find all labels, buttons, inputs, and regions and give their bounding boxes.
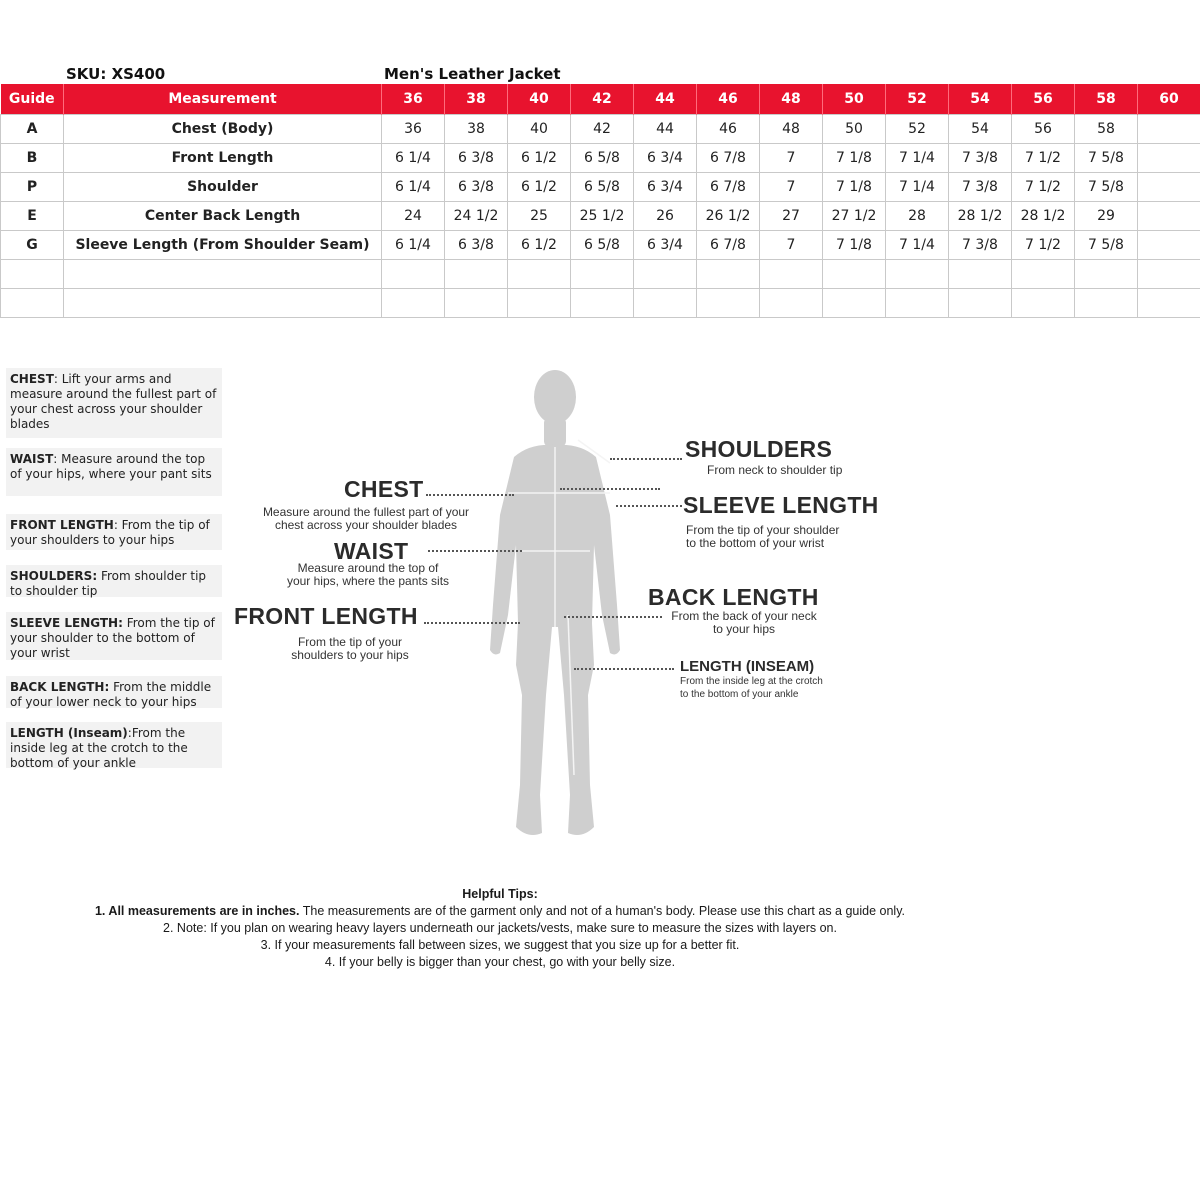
table-cell: 7 1/2 [1012,173,1075,202]
definition-term: SLEEVE LENGTH: [10,616,123,630]
diagram-shoulders-desc [707,464,887,477]
table-cell: 6 1/4 [382,231,445,260]
size-chart-table [0,84,1200,318]
product-title: Men's Leather Jacket [384,65,561,83]
diagram-back-length-desc [664,610,824,636]
table-cell: 50 [823,115,886,144]
diagram-inseam-desc-line: to the bottom of your ankle [680,689,799,700]
table-cell: 7 5/8 [1075,173,1138,202]
table-cell: 6 3/4 [634,144,697,173]
header-size: 60 [1138,84,1200,115]
diagram-back-length-desc-line: to your hips [712,622,776,636]
header-size: 44 [634,84,697,115]
table-cell: 7 1/4 [886,144,949,173]
definition-text: :From the inside leg at the crotch to the bottom of your ankle [10,726,188,770]
table-cell: 6 1/2 [508,173,571,202]
table-cell: 6 7/8 [697,231,760,260]
table-cell: 7 [760,144,823,173]
definition-text: From shoulder tip to shoulder tip [10,569,207,598]
table-cell: 7 [760,173,823,202]
diagram-inseam-desc [680,675,880,701]
row-measurement: Center Back Length [64,202,382,231]
chest-line-right [560,488,660,490]
row-measurement: Shoulder [64,173,382,202]
table-cell: 29 [1075,202,1138,231]
table-cell: 7 1/2 [1012,144,1075,173]
header-size: 52 [886,84,949,115]
table-cell: 6 3/8 [445,231,508,260]
definition-sleeve-length [6,612,222,660]
diagram-waist-desc [276,562,460,588]
definition-inseam [6,722,222,768]
table-cell [1138,173,1200,202]
back-length-leader-line [564,616,662,618]
diagram-sleeve-length-desc [686,524,886,550]
header-size: 54 [949,84,1012,115]
table-cell: 7 1/8 [823,231,886,260]
table-cell: 6 5/8 [571,144,634,173]
table-cell: 7 3/8 [949,173,1012,202]
table-row [1,173,1200,202]
table-cell: 7 3/8 [949,231,1012,260]
table-cell: 6 5/8 [571,173,634,202]
table-header-row [1,84,1200,115]
table-cell [1138,202,1200,231]
table-cell: 7 3/8 [949,144,1012,173]
table-cell: 7 1/4 [886,231,949,260]
table-row-empty [1,260,1200,289]
definition-text: : Lift your arms and measure around the fullest part of your chest across your shoulder blades [10,372,217,431]
tip-4: 4. If your belly is bigger than your chest, go with your belly size. [324,955,676,969]
diagram-shoulders-desc-line: From neck to shoulder tip [707,463,843,477]
diagram-front-length-title: FRONT LENGTH [234,603,418,629]
diagram-waist-desc-line: your hips, where the pants sits [286,574,450,588]
table-cell: 6 1/2 [508,144,571,173]
header-size: 36 [382,84,445,115]
diagram-front-length-desc-line: shoulders to your hips [291,648,409,662]
waist-leader-line [428,550,522,552]
header-size: 40 [508,84,571,115]
table-cell: 6 3/8 [445,173,508,202]
table-row [1,231,1200,260]
table-cell: 56 [1012,115,1075,144]
table-cell: 7 1/8 [823,173,886,202]
diagram-sleeve-length-desc-line: to the bottom of your wrist [686,536,825,550]
definition-back-length [6,676,222,708]
table-row [1,115,1200,144]
table-row-empty [1,289,1200,318]
sku-label: SKU: XS400 [66,65,166,83]
table-cell: 7 5/8 [1075,144,1138,173]
definition-waist [6,448,222,496]
table-row [1,202,1200,231]
table-cell: 7 5/8 [1075,231,1138,260]
diagram-chest-desc-line: chest across your shoulder blades [274,518,458,532]
diagram-chest-desc-line: Measure around the fullest part of your [262,505,470,519]
header-size: 48 [760,84,823,115]
helpful-tips [0,886,1000,971]
table-cell: 52 [886,115,949,144]
header-size: 56 [1012,84,1075,115]
diagram-waist-title: WAIST [334,538,409,564]
table-cell: 6 1/4 [382,144,445,173]
table-cell: 58 [1075,115,1138,144]
definition-shoulders [6,565,222,597]
table-cell: 6 5/8 [571,231,634,260]
table-row [1,144,1200,173]
tips-title: Helpful Tips: [462,887,538,901]
row-guide: E [1,202,64,231]
tip-1 [0,903,1000,920]
header-size: 42 [571,84,634,115]
front-length-leader-line [424,622,520,624]
diagram-inseam-title: LENGTH (INSEAM) [680,658,815,675]
diagram-sleeve-length-desc-line: From the tip of your shoulder [686,523,840,537]
diagram-back-length-desc-line: From the back of your neck [671,609,817,623]
diagram-chest-title: CHEST [344,476,424,502]
definition-term: LENGTH (Inseam) [10,726,128,740]
table-cell: 28 [886,202,949,231]
definition-term: WAIST [10,452,54,466]
diagram-front-length-desc-line: From the tip of your [297,635,403,649]
row-measurement: Chest (Body) [64,115,382,144]
shoulders-leader-line [610,458,682,460]
table-cell: 6 3/8 [445,144,508,173]
diagram-chest-desc [252,506,480,532]
diagram-back-length-title: BACK LENGTH [648,584,819,610]
table-cell [1138,115,1200,144]
table-cell: 6 1/2 [508,231,571,260]
definition-text: From the tip of your shoulder to the bottom of your wrist [10,616,215,660]
definition-front-length [6,514,222,550]
table-cell: 24 1/2 [445,202,508,231]
table-cell: 6 3/4 [634,173,697,202]
definition-text: : Measure around the top of your hips, where your pant sits [10,452,212,481]
diagram-inseam-desc-line: From the inside leg at the crotch [680,676,823,687]
tip-1-text: The measurements are of the garment only and not of a human's body. Please use this chart as a guide only. [299,904,906,918]
table-cell [1138,231,1200,260]
table-cell: 6 7/8 [697,144,760,173]
inseam-leader-line [574,668,674,670]
header-guide: Guide [1,84,64,115]
table-cell: 28 1/2 [949,202,1012,231]
table-cell: 25 [508,202,571,231]
header-size: 46 [697,84,760,115]
table-cell: 36 [382,115,445,144]
table-cell: 26 1/2 [697,202,760,231]
definition-chest [6,368,222,438]
table-cell: 27 1/2 [823,202,886,231]
tip-2: 2. Note: If you plan on wearing heavy layers underneath our jackets/vests, make sure to measure the sizes with layers on. [163,921,837,935]
header-size: 38 [445,84,508,115]
definition-term: FRONT LENGTH [10,518,114,532]
table-cell: 6 7/8 [697,173,760,202]
diagram-sleeve-length-title: SLEEVE LENGTH [683,492,879,518]
chest-leader-line [426,494,514,496]
table-cell [1138,144,1200,173]
row-guide: A [1,115,64,144]
row-guide: G [1,231,64,260]
row-measurement: Front Length [64,144,382,173]
body-silhouette-icon [470,365,640,845]
diagram-front-length-desc [270,636,430,662]
table-cell: 54 [949,115,1012,144]
definition-text: : From the tip of your shoulders to your hips [10,518,210,547]
table-cell: 6 3/4 [634,231,697,260]
table-cell: 40 [508,115,571,144]
table-cell: 7 1/8 [823,144,886,173]
table-cell: 25 1/2 [571,202,634,231]
diagram-waist-desc-line: Measure around the top of [297,561,439,575]
table-cell: 26 [634,202,697,231]
table-cell: 48 [760,115,823,144]
row-measurement: Sleeve Length (From Shoulder Seam) [64,231,382,260]
table-cell: 7 [760,231,823,260]
tip-3: 3. If your measurements fall between sizes, we suggest that you size up for a better fit. [260,938,740,952]
table-cell: 44 [634,115,697,144]
table-cell: 27 [760,202,823,231]
table-cell: 46 [697,115,760,144]
table-cell: 38 [445,115,508,144]
table-cell: 7 1/4 [886,173,949,202]
definition-term: BACK LENGTH: [10,680,110,694]
table-cell: 7 1/2 [1012,231,1075,260]
diagram-shoulders-title: SHOULDERS [685,436,833,462]
table-cell: 28 1/2 [1012,202,1075,231]
row-guide: B [1,144,64,173]
sleeve-length-leader-line [616,505,682,507]
table-cell: 24 [382,202,445,231]
definition-term: SHOULDERS: [10,569,98,583]
tip-1-bold: 1. All measurements are in inches. [94,904,300,918]
definition-term: CHEST [10,372,54,386]
table-cell: 42 [571,115,634,144]
header-measurement: Measurement [64,84,382,115]
header-size: 58 [1075,84,1138,115]
row-guide: P [1,173,64,202]
table-cell: 6 1/4 [382,173,445,202]
header-size: 50 [823,84,886,115]
definition-text: From the middle of your lower neck to your hips [10,680,212,709]
